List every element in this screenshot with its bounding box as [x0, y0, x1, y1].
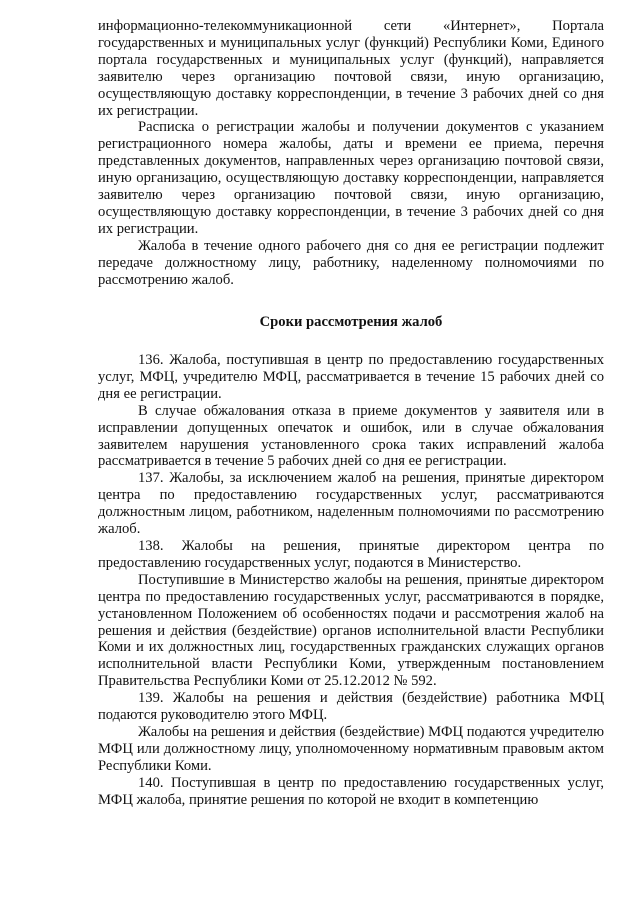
section-body	[98, 352, 604, 808]
paragraph: информационно-телекоммуникационной сети «Интернет», Портала государственных и муниципальных услуг (функций) Республики Коми, Единого портала государственных и муниципальных услуг (функций), направляется заявителю через организацию почтовой связи, иную организацию, осуществляющую доставку корреспонденции, в течение 3 рабочих дней со дня их регистрации.	[98, 18, 604, 119]
paragraph: В случае обжалования отказа в приеме документов у заявителя или в исправлении допущенных опечаток и ошибок, или в случае обжалования заявителем нарушения установленного срока таких исправлений жалоба рассматривается в течение 5 рабочих дней со дня ее регистрации.	[98, 402, 604, 470]
intro-block	[98, 18, 604, 289]
paragraph-137: 137. Жалобы, за исключением жалоб на решения, принятые директором центра по предоставлению государственных услуг, рассматриваются должностным лицом, работником, наделенным полномочиями по рассмотрению жалоб.	[98, 470, 604, 538]
paragraph: Поступившие в Министерство жалобы на решения, принятые директором центра по предоставлению государственных услуг, рассматриваются в порядке, установленном Положением об особенностях подачи и рассмотрения жалоб на решения и действия (бездействие) органов исполнительной власти Республики Коми и их должностных лиц, государственных гражданских служащих органов исполнительной власти Республики Коми, утвержденным постановлением Правительства Республики Коми от 25.12.2012 № 592.	[98, 571, 604, 690]
paragraph: Жалоба в течение одного рабочего дня со дня ее регистрации подлежит передаче должностному лицу, работнику, наделенному полномочиями по рассмотрению жалоб.	[98, 237, 604, 288]
paragraph-136: 136. Жалоба, поступившая в центр по предоставлению государственных услуг, МФЦ, учредителю МФЦ, рассматривается в течение 15 рабочих дней со дня ее регистрации.	[98, 352, 604, 402]
section-title: Сроки рассмотрения жалоб	[259, 314, 443, 330]
paragraph: Расписка о регистрации жалобы и получении документов с указанием регистрационного номера жалобы, даты и времени ее приема, перечня представленных документов, направленных через организацию почтовой связи, иную организацию, осуществляющую доставку корреспонденции, направляется заявителю через организацию почтовой связи, иную организацию, осуществляющую доставку корреспонденции, в течение 3 рабочих дней со дня их регистрации.	[98, 119, 604, 237]
paragraph-139: 139. Жалобы на решения и действия (бездействие) работника МФЦ подаются руководителю этого МФЦ.	[98, 690, 604, 724]
paragraph-138: 138. Жалобы на решения, принятые директором центра по предоставлению государственных услуг, подаются в Министерство.	[98, 537, 604, 571]
paragraph: Жалобы на решения и действия (бездействие) МФЦ подаются учредителю МФЦ или должностному лицу, уполномоченному нормативным правовым актом Республики Коми.	[98, 723, 604, 774]
paragraph-140: 140. Поступившая в центр по предоставлению государственных услуг, МФЦ жалоба, принятие решения по которой не входит в компетенцию	[98, 774, 604, 808]
